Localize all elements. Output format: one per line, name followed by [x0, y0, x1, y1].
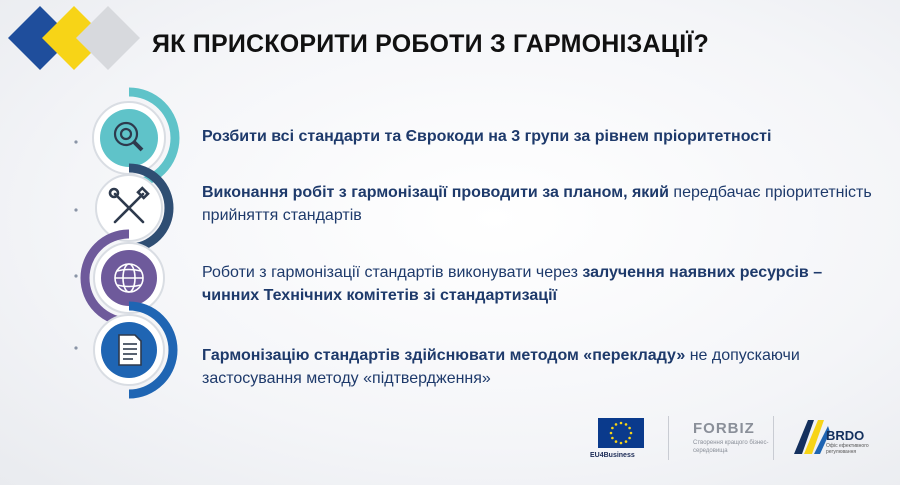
eu4business-label: EU4Business — [590, 452, 635, 459]
forbiz-tagline: Створення кращого бізнес-середовища — [693, 440, 769, 454]
step-1-bold: Розбити всі стандарти та Єврокоди на 3 групи за рівнем пріоритетності — [202, 128, 772, 145]
brdo-tagline: Офіс ефективного регулювання — [826, 443, 869, 455]
footer-divider — [773, 416, 774, 460]
diamond-gray — [76, 6, 140, 70]
brdo-name: BRDO — [826, 428, 865, 443]
brand-diamonds-logo — [0, 0, 150, 90]
slide-title: ЯК ПРИСКОРИТИ РОБОТИ З ГАРМОНІЗАЦІЇ? — [152, 30, 709, 58]
eu-flag-icon — [598, 418, 644, 448]
step-1-text — [202, 125, 882, 148]
step-2-regular: передбачає пріоритетність прийняття стандартів — [202, 184, 872, 224]
step-3-bold: залучення наявних ресурсів – чинних Технічних комітетів зі стандартизації — [202, 264, 823, 304]
forbiz-logo: FORBIZ — [693, 420, 755, 437]
step-2-text — [202, 181, 882, 227]
step-2-bold: Виконання робіт з гармонізації проводити за планом, який — [202, 184, 669, 201]
partner-logos — [590, 412, 890, 472]
document-icon — [119, 335, 141, 365]
step-3-text — [202, 261, 882, 307]
footer-divider — [668, 416, 669, 460]
step-3-regular: Роботи з гармонізації стандартів виконувати через — [202, 264, 583, 281]
step-4-bold: Гармонізацію стандартів здійснювати методом «перекладу» — [202, 347, 686, 364]
step-4-regular: не допускаючи застосування методу «підтвердження» — [202, 347, 800, 387]
icon-chain — [70, 80, 200, 400]
step-4-text — [202, 344, 882, 390]
